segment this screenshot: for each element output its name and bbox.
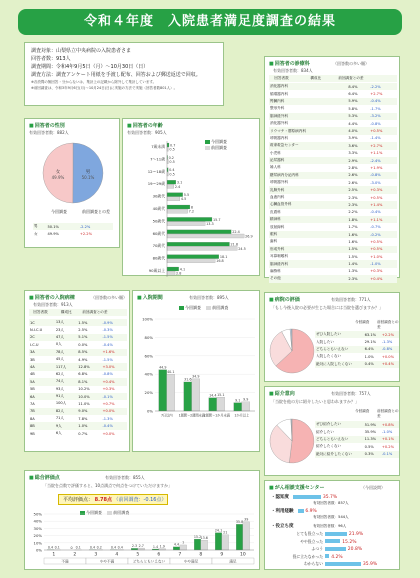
list-item: わからない 35.9%: [304, 561, 378, 567]
table-row: ぜひ入院したい 63.1% +2.2%: [315, 331, 399, 338]
list-item: ふつう 20.8%: [311, 546, 363, 552]
data-label: 2.8: [176, 271, 182, 276]
table-row: 2C 47人 5.1% -1.5%: [29, 334, 127, 341]
axis-tick-label: 50歳代: [152, 218, 165, 224]
data-label: 0.5: [169, 147, 175, 152]
legend-prev: 前回調査: [205, 145, 227, 151]
survey-overview: [24, 42, 224, 106]
axis-tick-label: 10: [240, 552, 246, 558]
table-row: リウマチ・膠原病内科 4.0% +0.5%: [269, 127, 397, 134]
legend-prev: 前回調査: [107, 510, 129, 515]
referral-sub: 有効回答者数：757人: [331, 391, 371, 396]
dept-sub: （回答数の多い順）: [333, 61, 369, 66]
bar-this: [131, 548, 138, 550]
data-label: 8: [190, 205, 194, 210]
referral-table: [315, 421, 399, 458]
pie-slice-1: [289, 419, 314, 463]
bar-this: [159, 370, 167, 411]
sex-sub: 有効回答者数：882人: [29, 130, 69, 135]
axis-tick-label: 30歳代: [152, 193, 165, 199]
table-row: 5A 74人 8.1% +0.4%: [29, 378, 127, 385]
ward-table-body: [29, 319, 127, 437]
axis-tick-label: 0%: [146, 408, 153, 414]
page-title: 令和４年度 入院患者満足度調査の結果: [18, 9, 402, 35]
table-row: 5B 93人 10.2% +0.3%: [30, 386, 115, 392]
table-row: 女 49.9% +2.2%: [34, 231, 92, 237]
referral-question: 「当院を他の方に紹介したいと思われますか？」: [271, 399, 359, 404]
bar-this: [167, 180, 176, 184]
cancer-sub: （今回設問）: [361, 485, 385, 490]
list-item: とても役立った 21.9%: [296, 531, 364, 537]
sex-table: [33, 223, 113, 238]
dept-sub2: 有効回答者数：834人: [273, 68, 313, 73]
table-row: 消化器内科 8.4% -2.2%: [269, 83, 397, 90]
score-band-label: やや不満: [99, 559, 115, 564]
axis-tick-label: 2: [73, 552, 77, 558]
legend-this: 今回調査: [80, 510, 102, 515]
axis-tick-label: 2週間〜1か月未満: [203, 413, 230, 418]
axis-tick-label: 60歳代: [152, 230, 165, 236]
bar-prev: [167, 197, 180, 201]
referral-pie-chart: [267, 413, 317, 469]
bar-prev: [159, 549, 166, 550]
data-label: 22.4: [232, 230, 240, 235]
overall-question: 「当院を点数で評価すると、10点満点で何点をつけていただけますか」: [43, 483, 173, 488]
axis-tick-label: 90歳以上: [148, 268, 165, 273]
data-label: 0.1: [75, 545, 81, 550]
axis-tick-label: 7: [178, 552, 182, 558]
table-row: どちらともいえない 6.4% -0.8%: [315, 346, 399, 353]
table-row: 心臓血管外科 2.3% +1.4%: [269, 201, 397, 208]
bar-this: [167, 267, 179, 271]
data-label: 0.2: [96, 545, 102, 550]
pie-value-2: 49.9%: [51, 174, 65, 180]
bar-prev: [167, 147, 168, 151]
data-label: 0.4: [110, 545, 117, 550]
bar-this: [167, 230, 231, 234]
axis-tick-label: 6: [157, 552, 161, 558]
usefulness-bar: [325, 532, 347, 536]
axis-tick-label: 4: [115, 552, 119, 558]
data-label: 14.4: [209, 393, 217, 398]
table-row: 8A 71人 7.8% -1.3%: [30, 416, 113, 421]
data-label: 15.7: [213, 217, 221, 222]
table-row: 4A 117人 12.8% +3.0%: [29, 363, 127, 370]
average-score: 8.78点: [94, 497, 112, 503]
bar-this: [167, 242, 229, 246]
bar-prev: [167, 271, 175, 275]
bar-this: [184, 382, 192, 411]
data-label: 24.5: [238, 246, 246, 251]
survey-period: 調査期間：令和4年9月5日（月）〜10月30日（日）: [31, 64, 149, 70]
table-row: 3A 78人 8.5% +1.6%: [29, 349, 127, 356]
data-label: 35.8: [235, 520, 244, 525]
data-label: 4.5: [180, 197, 187, 202]
bar-prev: [167, 184, 174, 188]
axis-tick-label: 80%: [144, 334, 153, 340]
sex-label-prev: 前回調査との差: [82, 209, 110, 214]
readmit-title: ■ 病院の評価: [269, 296, 300, 303]
axis-tick-label: 40%: [144, 371, 153, 377]
table-row: 小児科 3.3% +1.1%: [270, 150, 383, 156]
data-label: 0.2: [168, 155, 174, 160]
axis-tick-label: 70歳代: [152, 243, 165, 249]
table-row: ぜひ紹介したい 51.9% +0.8%: [315, 421, 399, 428]
age-title: ■ 回答者の年齢: [127, 122, 163, 129]
bar-this: [167, 217, 212, 221]
table-row: 泌尿器科 2.9% -2.4%: [269, 157, 397, 164]
axis-tick-label: 50%: [33, 511, 42, 517]
data-label: 2.4: [174, 184, 181, 189]
data-label: 34.9: [192, 374, 200, 379]
axis-tick-label: 3: [94, 552, 98, 558]
table-row: 8B 9人 1.0% -0.4%: [29, 422, 127, 429]
dept-table-body: [269, 83, 397, 283]
table-row: 6A 91人 10.0% -0.1%: [29, 393, 127, 400]
cancer-title: ■ がん相談支援センター: [269, 484, 325, 491]
table-row: 入院したくない 1.0% +0.0%: [316, 354, 394, 359]
readmit-question: 「もし今後入院の必要が生じた場合には当院を選びますか？」: [271, 305, 383, 310]
sex-panel: [24, 118, 120, 248]
table-row: 耳鼻咽喉科 1.5% +1.0%: [270, 254, 383, 259]
table-row: 放射線科 1.7% -0.7%: [270, 224, 381, 230]
data-label: 0.4: [47, 545, 54, 550]
data-label: 0.4: [117, 545, 123, 550]
cancer-support-panel: [264, 480, 400, 570]
table-row: 救命救急センター 3.6% +2.7%: [269, 142, 397, 149]
axis-tick-label: 100%: [142, 316, 153, 322]
axis-tick-label: 60%: [144, 353, 153, 359]
data-label: 44.9: [159, 365, 167, 370]
bar-prev: [167, 172, 168, 176]
sex-label-this: 今回調査: [51, 209, 67, 214]
usefulness-row: ・役立ち度 有効回答者数：96人: [271, 524, 347, 529]
referral-panel: [264, 386, 400, 476]
table-row: 絶対に紹介したくない 0.3% -0.1%: [315, 451, 399, 458]
axis-tick-label: 12〜18歳: [147, 168, 165, 174]
bar-prev: [217, 397, 225, 411]
data-label: 16.8: [216, 259, 224, 264]
bar-prev: [192, 379, 200, 411]
bar-this: [215, 533, 222, 550]
axis-tick-label: 10%: [33, 540, 42, 546]
data-label: 0: [70, 545, 73, 550]
data-label: 0.4: [89, 545, 96, 550]
table-row: 眼科 1.6% -0.2%: [269, 231, 397, 238]
table-row: 腎臓内科 5.9% -0.4%: [269, 98, 397, 105]
dept-table: [269, 75, 397, 82]
readmit-sub: 有効回答者数：771人: [331, 297, 371, 302]
readmit-label-prev: 前回調査との差: [377, 320, 399, 329]
data-label: 15.1: [217, 392, 225, 397]
table-row: 絶対に入院したくない 0.4% +0.4%: [315, 361, 399, 368]
table-row: 7B 82人 9.0% +0.0%: [29, 408, 127, 415]
bar-this: [234, 403, 242, 411]
data-label: 1.4: [152, 544, 159, 549]
readmit-pie-chart: [267, 325, 317, 377]
axis-tick-label: 30%: [33, 525, 42, 531]
table-row: N.I.C.U 23人 2.5% -0.3%: [30, 327, 113, 333]
data-label: 0.5: [169, 172, 175, 177]
bar-prev: [167, 209, 188, 213]
list-item: 役に立たなかった 4.2%: [292, 553, 343, 560]
score-band-label: 満足: [229, 559, 237, 564]
table-row: 紹介したい 35.9% -1.0%: [316, 429, 393, 435]
table-row: I.C.U 0人 0.0% -0.4%: [30, 342, 113, 347]
data-label: 0.5: [169, 160, 175, 164]
usefulness-bar: [325, 547, 346, 551]
overall-bar-chart: [24, 508, 260, 570]
ward-panel: [24, 290, 130, 452]
usefulness-bar: [325, 562, 361, 566]
axis-tick-label: 7〜11歳: [150, 156, 165, 162]
score-band-label: 不満: [61, 559, 69, 564]
legend-this: 今回調査: [179, 305, 201, 310]
sex-title: ■ 回答者の性別: [29, 122, 65, 129]
usefulness-bar: [325, 554, 329, 558]
age-panel: [122, 118, 260, 276]
bar-this: [194, 539, 201, 550]
table-row: 脳神経外科 5.3% -3.2%: [269, 113, 397, 120]
data-label: 9.1: [235, 398, 241, 403]
table-row: 婦人科 2.8% +1.9%: [270, 165, 383, 170]
data-label: 21.8: [230, 242, 239, 247]
bar-prev: [167, 222, 205, 226]
referral-label-this: 今回調査: [355, 409, 370, 413]
table-row: 麻酔科 1.3% +0.3%: [270, 268, 383, 274]
bar-this: [167, 193, 183, 197]
stay-bar-chart: [133, 311, 261, 451]
data-label: 7: [182, 540, 185, 545]
axis-tick-label: 9: [220, 552, 224, 558]
table-row: 3B 45人 4.9% -1.5%: [30, 357, 113, 362]
table-row: 入院したい 29.1% -1.3%: [316, 339, 393, 345]
axis-tick-label: 40歳代: [152, 206, 165, 211]
table-row: 精神科 1.8% +1.1%: [269, 216, 397, 223]
data-label: 18.1: [219, 255, 228, 259]
age-bar-chart: [123, 135, 261, 277]
data-label: 3.1: [176, 180, 183, 185]
score-band-label: どちらともいえない: [132, 559, 166, 564]
axis-tick-label: 1: [52, 552, 56, 558]
table-row: 糖尿病内分泌内科 2.6% -0.8%: [269, 172, 397, 179]
stay-title: ■ 入院期間: [137, 294, 163, 301]
legend-this: 今回調査: [205, 139, 227, 145]
axis-tick-label: 0%: [35, 547, 42, 553]
survey-note-2: ※前回調査は、令和3年9月6日(月)〜10月24日(日)に実施の方法で実施（回答者数801人）。: [31, 86, 178, 90]
axis-tick-label: 20%: [144, 390, 153, 396]
dept-panel: [264, 56, 400, 281]
referral-label-prev: 前回調査との差: [377, 409, 399, 418]
usage-row: ・利用経験 6.9%: [271, 509, 317, 514]
pie-label-2: 女: [55, 169, 61, 175]
axis-tick-label: 7歳未満: [151, 144, 165, 149]
ward-table-header: [29, 309, 127, 316]
bar-prev: [180, 545, 187, 550]
table-row: 形成外科 1.5% +0.5%: [269, 246, 397, 253]
data-label: 4.4: [173, 542, 180, 547]
data-label: 15.2: [193, 534, 202, 539]
overall-average: 平均評価点： 8.78点 （前回調査：-0.16点）: [58, 494, 168, 505]
ward-title: ■ 回答者の入院病棟: [29, 294, 75, 301]
bar-prev: [167, 246, 237, 250]
bar-prev: [222, 535, 229, 550]
table-header: 回答者数 構成比 前回調査との差: [269, 75, 397, 82]
stay-sub: 有効回答者数：895人: [189, 295, 229, 300]
axis-tick-label: 8: [199, 552, 203, 558]
score-band-label: やや満足: [183, 559, 199, 564]
data-label: 0.1: [54, 545, 60, 550]
bar-this: [173, 547, 180, 550]
bar-prev: [243, 522, 250, 550]
data-label: 1.9: [159, 544, 165, 549]
bar-prev: [167, 160, 168, 164]
referral-title: ■ 紹介意向: [269, 390, 295, 397]
awareness-sub: 有効回答者数：857人: [313, 501, 349, 505]
awareness-row: ・認知度 35.7%: [271, 495, 338, 500]
bar-this: [209, 398, 217, 411]
bar-this: [236, 524, 243, 550]
age-sub: 有効回答者数：905人: [127, 130, 167, 135]
sex-pie-chart: [25, 137, 121, 207]
list-item: やや役立った 15.2%: [300, 538, 357, 545]
table-row: どちらともいえない 11.3% +0.1%: [315, 436, 399, 443]
data-label: 40.1: [167, 369, 175, 374]
bar-prev: [201, 540, 208, 550]
table-row: 9B 6人 0.7% +0.0%: [30, 431, 115, 436]
axis-tick-label: 20%: [33, 533, 42, 539]
axis-tick-label: 1か月以上: [234, 413, 250, 418]
table-row: 7A 100人 11.0% +0.7%: [30, 401, 115, 406]
bar-prev: [242, 402, 250, 411]
overall-sub: 有効回答者数：855人: [105, 475, 145, 480]
table-row: 歯科 1.6% +0.5%: [270, 239, 383, 244]
table-row: 乳腺外科 2.5% +0.3%: [269, 186, 397, 193]
axis-tick-label: 40%: [33, 518, 42, 524]
bar-this: [167, 143, 169, 147]
table-row: 血液内科 2.3% +0.5%: [270, 195, 383, 200]
readmit-label-this: 今回調査: [355, 320, 370, 324]
table-row: その他 2.3% +0.4%: [269, 275, 397, 282]
table-row: 1C 13人 1.5% -0.9%: [29, 319, 127, 326]
data-label: 5.5: [183, 193, 190, 197]
usefulness-bar: [325, 539, 340, 543]
survey-note-1: ※各設問の無回答・分からないは、集計上の記載から除外して集計しています。: [31, 80, 157, 84]
table-row: 男 50.1% -2.2%: [33, 223, 113, 230]
table-row: 脳神経内科 1.4% -1.0%: [269, 260, 397, 267]
axis-tick-label: 19〜29歳: [147, 181, 165, 187]
bar-this: [167, 205, 190, 209]
data-label: 7.2: [188, 209, 195, 214]
survey-count: 回答者数：913人: [31, 56, 71, 62]
table-row: 呼吸器内科 3.9% -1.4%: [270, 135, 381, 141]
survey-target: 調査対象：山梨県立中央病院の入院患者さま: [31, 48, 132, 54]
stay-panel: [132, 290, 260, 452]
table-row: 整形外科 5.8% -1.7%: [270, 106, 381, 111]
table-row: 4B 62人 6.8% -0.8%: [30, 371, 113, 377]
data-label: 39: [244, 517, 249, 522]
dept-title: ■ 回答者の診療科: [269, 60, 310, 67]
overall-title: ■ 総合評価点: [29, 474, 60, 481]
table-row: 紹介したくない 0.5% +0.2%: [316, 444, 394, 449]
table-header: 回答者数 構成比 前回調査との差: [29, 309, 127, 316]
survey-method: 調査方法：調査アンケート用紙を手渡し配布、回答および郵送返送で回収。: [31, 72, 201, 78]
bar-prev: [138, 548, 145, 550]
readmit-table: [315, 331, 399, 368]
data-label: 0.7: [170, 143, 176, 148]
data-label: 13.3: [206, 222, 214, 226]
data-label: 13.6: [200, 536, 208, 541]
readmit-panel: [264, 292, 400, 382]
table-row: 消化器外科 4.4% -0.8%: [270, 121, 381, 126]
data-label: 21: [223, 530, 228, 535]
usage-bar: [298, 509, 304, 513]
axis-tick-label: 80歳代: [152, 255, 165, 261]
data-label: 9.9: [243, 397, 249, 402]
pie-value-1: 50.1%: [81, 175, 95, 181]
data-label: 31.6: [184, 377, 192, 382]
bar-prev: [167, 374, 175, 411]
data-label: 0.4: [169, 168, 175, 173]
data-label: 24.1: [214, 528, 223, 533]
ward-sub2: 有効回答者数：913人: [33, 302, 73, 307]
bar-prev: [167, 259, 215, 263]
data-label: 26.9: [245, 234, 253, 239]
data-label: 4.1: [179, 267, 186, 272]
pie-label-1: 男: [85, 170, 91, 176]
bar-prev: [167, 234, 244, 238]
awareness-bar: [293, 495, 321, 499]
legend-prev: 前回調査: [206, 305, 228, 310]
axis-tick-label: 1週間〜2週間未満: [178, 413, 205, 418]
table-row: 呼吸器外科 2.6% -3.0%: [270, 180, 381, 185]
table-row: 循環器内科 6.4% +2.7%: [270, 91, 383, 97]
bar-this: [167, 255, 219, 259]
ward-sub: （回答数の多い順）: [91, 295, 127, 300]
table-row: 皮膚科 2.2% -0.4%: [270, 209, 381, 215]
data-label: 2.3: [131, 544, 138, 549]
usage-sub: 有効回答者数：544人: [313, 515, 349, 519]
axis-tick-label: 7日以内: [160, 413, 173, 418]
axis-tick-label: 5: [136, 552, 140, 558]
data-label: 2.7: [138, 543, 144, 548]
